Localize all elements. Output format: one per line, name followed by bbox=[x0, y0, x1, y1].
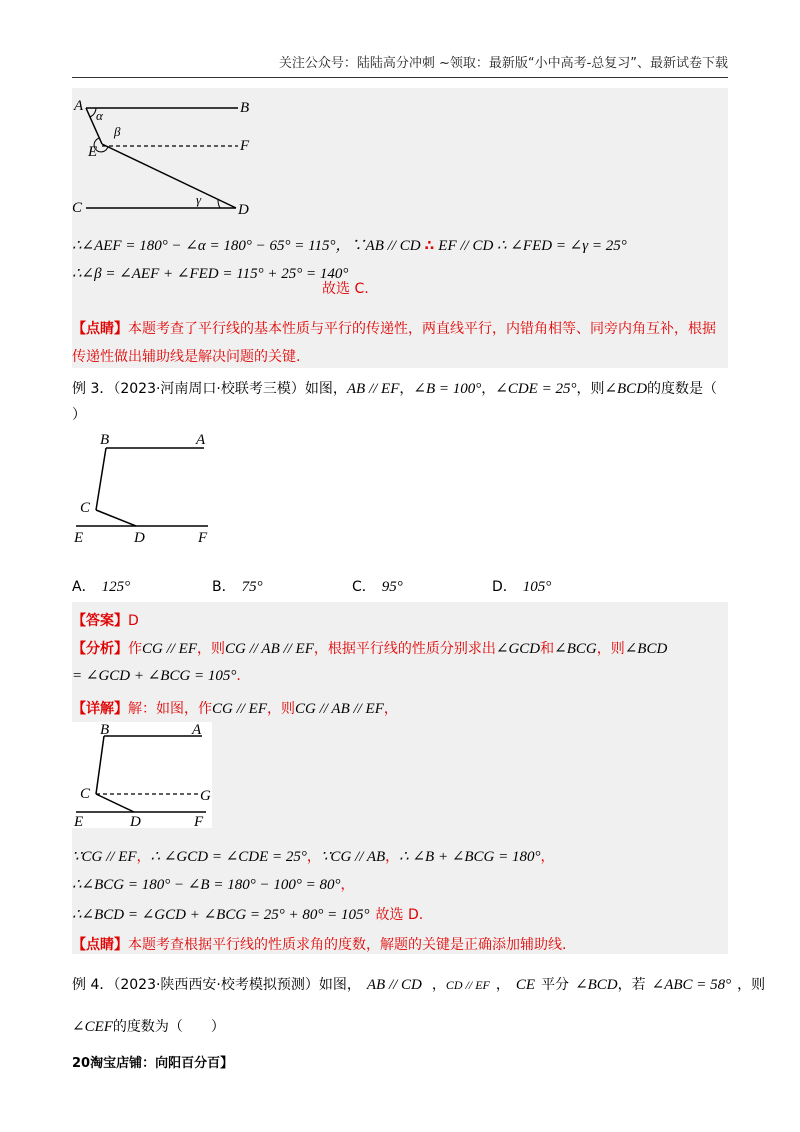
ex2-therefore: ∴ bbox=[424, 238, 435, 254]
analysis-math: CG // AB // EF bbox=[225, 641, 314, 657]
label-G: G bbox=[200, 788, 211, 804]
step-math: ∵CG // AB bbox=[320, 849, 386, 865]
segment-bc bbox=[96, 736, 104, 794]
label-D: D bbox=[134, 530, 145, 546]
analysis-text: ，则 bbox=[197, 641, 225, 657]
ex3-sep: ， bbox=[481, 381, 496, 397]
ex3-title-ab-ef: AB // EF bbox=[346, 381, 400, 397]
ex3-detail bbox=[72, 698, 398, 718]
step-text: ， bbox=[306, 849, 321, 865]
ex4-title-2 bbox=[72, 1016, 225, 1036]
ex4-text: 的度数为（ ） bbox=[112, 1019, 225, 1035]
ex4-math: AB // CD bbox=[366, 977, 422, 993]
ex4-text: 平分 bbox=[541, 977, 570, 993]
label-beta: β bbox=[114, 124, 121, 139]
figure-parallel-lines-1 bbox=[72, 96, 272, 222]
analysis-text: 作 bbox=[128, 641, 142, 657]
analysis-tag: 【分析】 bbox=[72, 641, 128, 657]
angle-arc-gamma bbox=[218, 200, 220, 208]
ex2-line-2 bbox=[72, 264, 348, 283]
segment-cd bbox=[96, 510, 136, 526]
option-d[interactable] bbox=[492, 576, 551, 596]
label-D: D bbox=[130, 814, 141, 828]
option-a-label: A． bbox=[72, 579, 96, 595]
ex3-answer bbox=[72, 610, 139, 630]
page-header bbox=[72, 52, 728, 78]
step-text: ， bbox=[540, 849, 555, 865]
option-d-label: D． bbox=[492, 579, 517, 595]
detail-text: 解：如图，作 bbox=[128, 701, 212, 717]
ex4-sep: ， bbox=[495, 977, 510, 993]
ex3-title-prefix: 例 3．（2023·河南周口·校联考三模）如图， bbox=[72, 381, 347, 397]
detail-text: ， bbox=[383, 701, 398, 717]
label-C: C bbox=[80, 786, 91, 802]
step-text: ， bbox=[136, 849, 151, 865]
page-footer bbox=[72, 1052, 233, 1071]
ex3-point bbox=[72, 934, 566, 954]
segment-bc bbox=[96, 448, 106, 510]
ex4-math: ∠CEF bbox=[72, 1019, 113, 1035]
label-E: E bbox=[74, 530, 84, 546]
detail-math: CG // EF bbox=[212, 701, 267, 717]
ex3-title-close: ） bbox=[72, 407, 86, 423]
detail-math: CG // AB // EF bbox=[295, 701, 384, 717]
ex4-math: ∠BCD bbox=[575, 977, 618, 993]
label-gamma: γ bbox=[196, 192, 202, 207]
ex4-title-prefix: 例 4．（2023·陕西西安·校考模拟预测）如图， bbox=[72, 977, 361, 993]
ex4-math: CD // EF bbox=[445, 978, 490, 992]
label-D: D bbox=[238, 202, 249, 218]
label-F: F bbox=[198, 530, 208, 546]
choice-text: 故选 D. bbox=[375, 907, 424, 923]
point-tag: 【点睛】 bbox=[72, 321, 128, 337]
ex3-step-3 bbox=[72, 904, 423, 924]
ex3-title-then: ，则 bbox=[576, 381, 605, 397]
label-B: B bbox=[100, 432, 110, 448]
label-E: E bbox=[74, 814, 84, 828]
analysis-math: ∠BCD bbox=[624, 641, 668, 657]
option-a[interactable] bbox=[72, 576, 130, 596]
header-text: 关注公众号：陆陆高分冲刺 ~领取：最新版“小中高考-总复习”、最新试卷下载 bbox=[278, 56, 728, 71]
option-b[interactable] bbox=[212, 576, 263, 596]
option-c-value: 95° bbox=[381, 579, 403, 595]
ex3-title bbox=[72, 378, 717, 398]
figure-parallel-lines-3 bbox=[72, 722, 212, 828]
ex2-eq-fed: EF // CD ∴ ∠FED = ∠γ = 25° bbox=[438, 238, 627, 254]
step-text: ， bbox=[340, 877, 355, 893]
ex3-step-1 bbox=[72, 846, 555, 866]
option-c[interactable] bbox=[352, 576, 403, 596]
step-text: ， bbox=[385, 849, 400, 865]
answer-tag: 【答案】 bbox=[72, 613, 128, 629]
page-number: 20 bbox=[72, 1056, 91, 1071]
ex2-choice: 故选 C. bbox=[322, 281, 369, 297]
ex3-analysis-2 bbox=[72, 666, 241, 685]
ex2-eq-aef: ∴∠AEF = 180° − ∠α = 180° − 65° = 115° bbox=[72, 238, 336, 254]
ex3-title-angle-b: ∠B = 100° bbox=[413, 381, 482, 397]
ex2-point-2: 传递性做出辅助线是解决问题的关键. bbox=[72, 349, 301, 365]
ex3-title-angle-bcd: ∠BCD bbox=[604, 381, 648, 397]
label-A: A bbox=[196, 432, 206, 448]
step-math: ∴ ∠B + ∠BCG = 180° bbox=[399, 849, 541, 865]
label-F: F bbox=[194, 814, 204, 828]
analysis-text: . bbox=[236, 668, 241, 684]
ex3-analysis-1 bbox=[72, 638, 667, 658]
ex4-text: ，则 bbox=[737, 977, 766, 993]
ex3-title-angle-cde: ∠CDE = 25° bbox=[495, 381, 577, 397]
option-d-value: 105° bbox=[522, 579, 552, 595]
label-A: A bbox=[192, 722, 202, 738]
label-C: C bbox=[80, 500, 91, 516]
ex4-text: ，若 bbox=[617, 977, 646, 993]
label-C: C bbox=[72, 200, 83, 216]
step-math: ∴ ∠GCD = ∠CDE = 25° bbox=[150, 849, 307, 865]
analysis-math: ∠BCG bbox=[554, 641, 597, 657]
label-E: E bbox=[88, 144, 98, 160]
footer-text: 淘宝店铺：向阳百分百】 bbox=[90, 1056, 234, 1071]
ex2-eq-ab-cd: ，∵AB // CD bbox=[335, 238, 421, 254]
label-A: A bbox=[74, 98, 84, 114]
option-a-value: 125° bbox=[101, 579, 131, 595]
option-b-value: 75° bbox=[241, 579, 263, 595]
detail-text: ，则 bbox=[267, 701, 295, 717]
analysis-text: ，则 bbox=[596, 641, 625, 657]
answer-value: D bbox=[128, 613, 139, 629]
segment-cd bbox=[96, 794, 134, 812]
segment-ed bbox=[102, 144, 236, 208]
step-math: ∵CG // EF bbox=[72, 849, 137, 865]
analysis-text: 和 bbox=[540, 641, 555, 657]
ex4-sep: ， bbox=[431, 977, 446, 993]
ex2-line-1 bbox=[72, 234, 627, 255]
figure-parallel-lines-2 bbox=[72, 430, 222, 546]
ex4-title bbox=[72, 974, 765, 994]
point-text: 本题考查根据平行线的性质求角的度数，解题的关键是正确添加辅助线. bbox=[128, 937, 567, 953]
step-math: ∴∠BCD = ∠GCD + ∠BCG = 25° + 80° = 105° bbox=[72, 907, 370, 923]
analysis-math: = ∠GCD + ∠BCG = 105° bbox=[72, 668, 237, 684]
label-B: B bbox=[100, 722, 110, 738]
analysis-text: ，根据平行线的性质分别求出 bbox=[313, 641, 496, 657]
point-tag: 【点睛】 bbox=[72, 937, 128, 953]
ex3-sep: ， bbox=[399, 381, 414, 397]
label-F: F bbox=[240, 138, 250, 154]
ex3-step-2 bbox=[72, 874, 354, 894]
point-text-1: 本题考查了平行线的基本性质与平行的传递性，两直线平行，内错角相等、同旁内角互补，根据 bbox=[128, 321, 716, 337]
detail-tag: 【详解】 bbox=[72, 701, 128, 717]
analysis-math: CG // EF bbox=[142, 641, 197, 657]
option-c-label: C． bbox=[352, 579, 376, 595]
ex2-point-1 bbox=[72, 318, 716, 338]
ex2-eq-beta: ∴∠β = ∠AEF + ∠FED = 115° + 25° = 140° bbox=[72, 266, 349, 282]
ex4-math: CE bbox=[515, 977, 536, 993]
ex4-math: ∠ABC = 58° bbox=[651, 977, 732, 993]
analysis-math: ∠GCD bbox=[495, 641, 541, 657]
label-alpha: α bbox=[96, 108, 103, 123]
ex3-title-suffix: 的度数是（ bbox=[647, 381, 718, 397]
label-B: B bbox=[240, 100, 250, 116]
step-math: ∴∠BCG = 180° − ∠B = 180° − 100° = 80° bbox=[72, 877, 341, 893]
option-b-label: B． bbox=[212, 579, 236, 595]
